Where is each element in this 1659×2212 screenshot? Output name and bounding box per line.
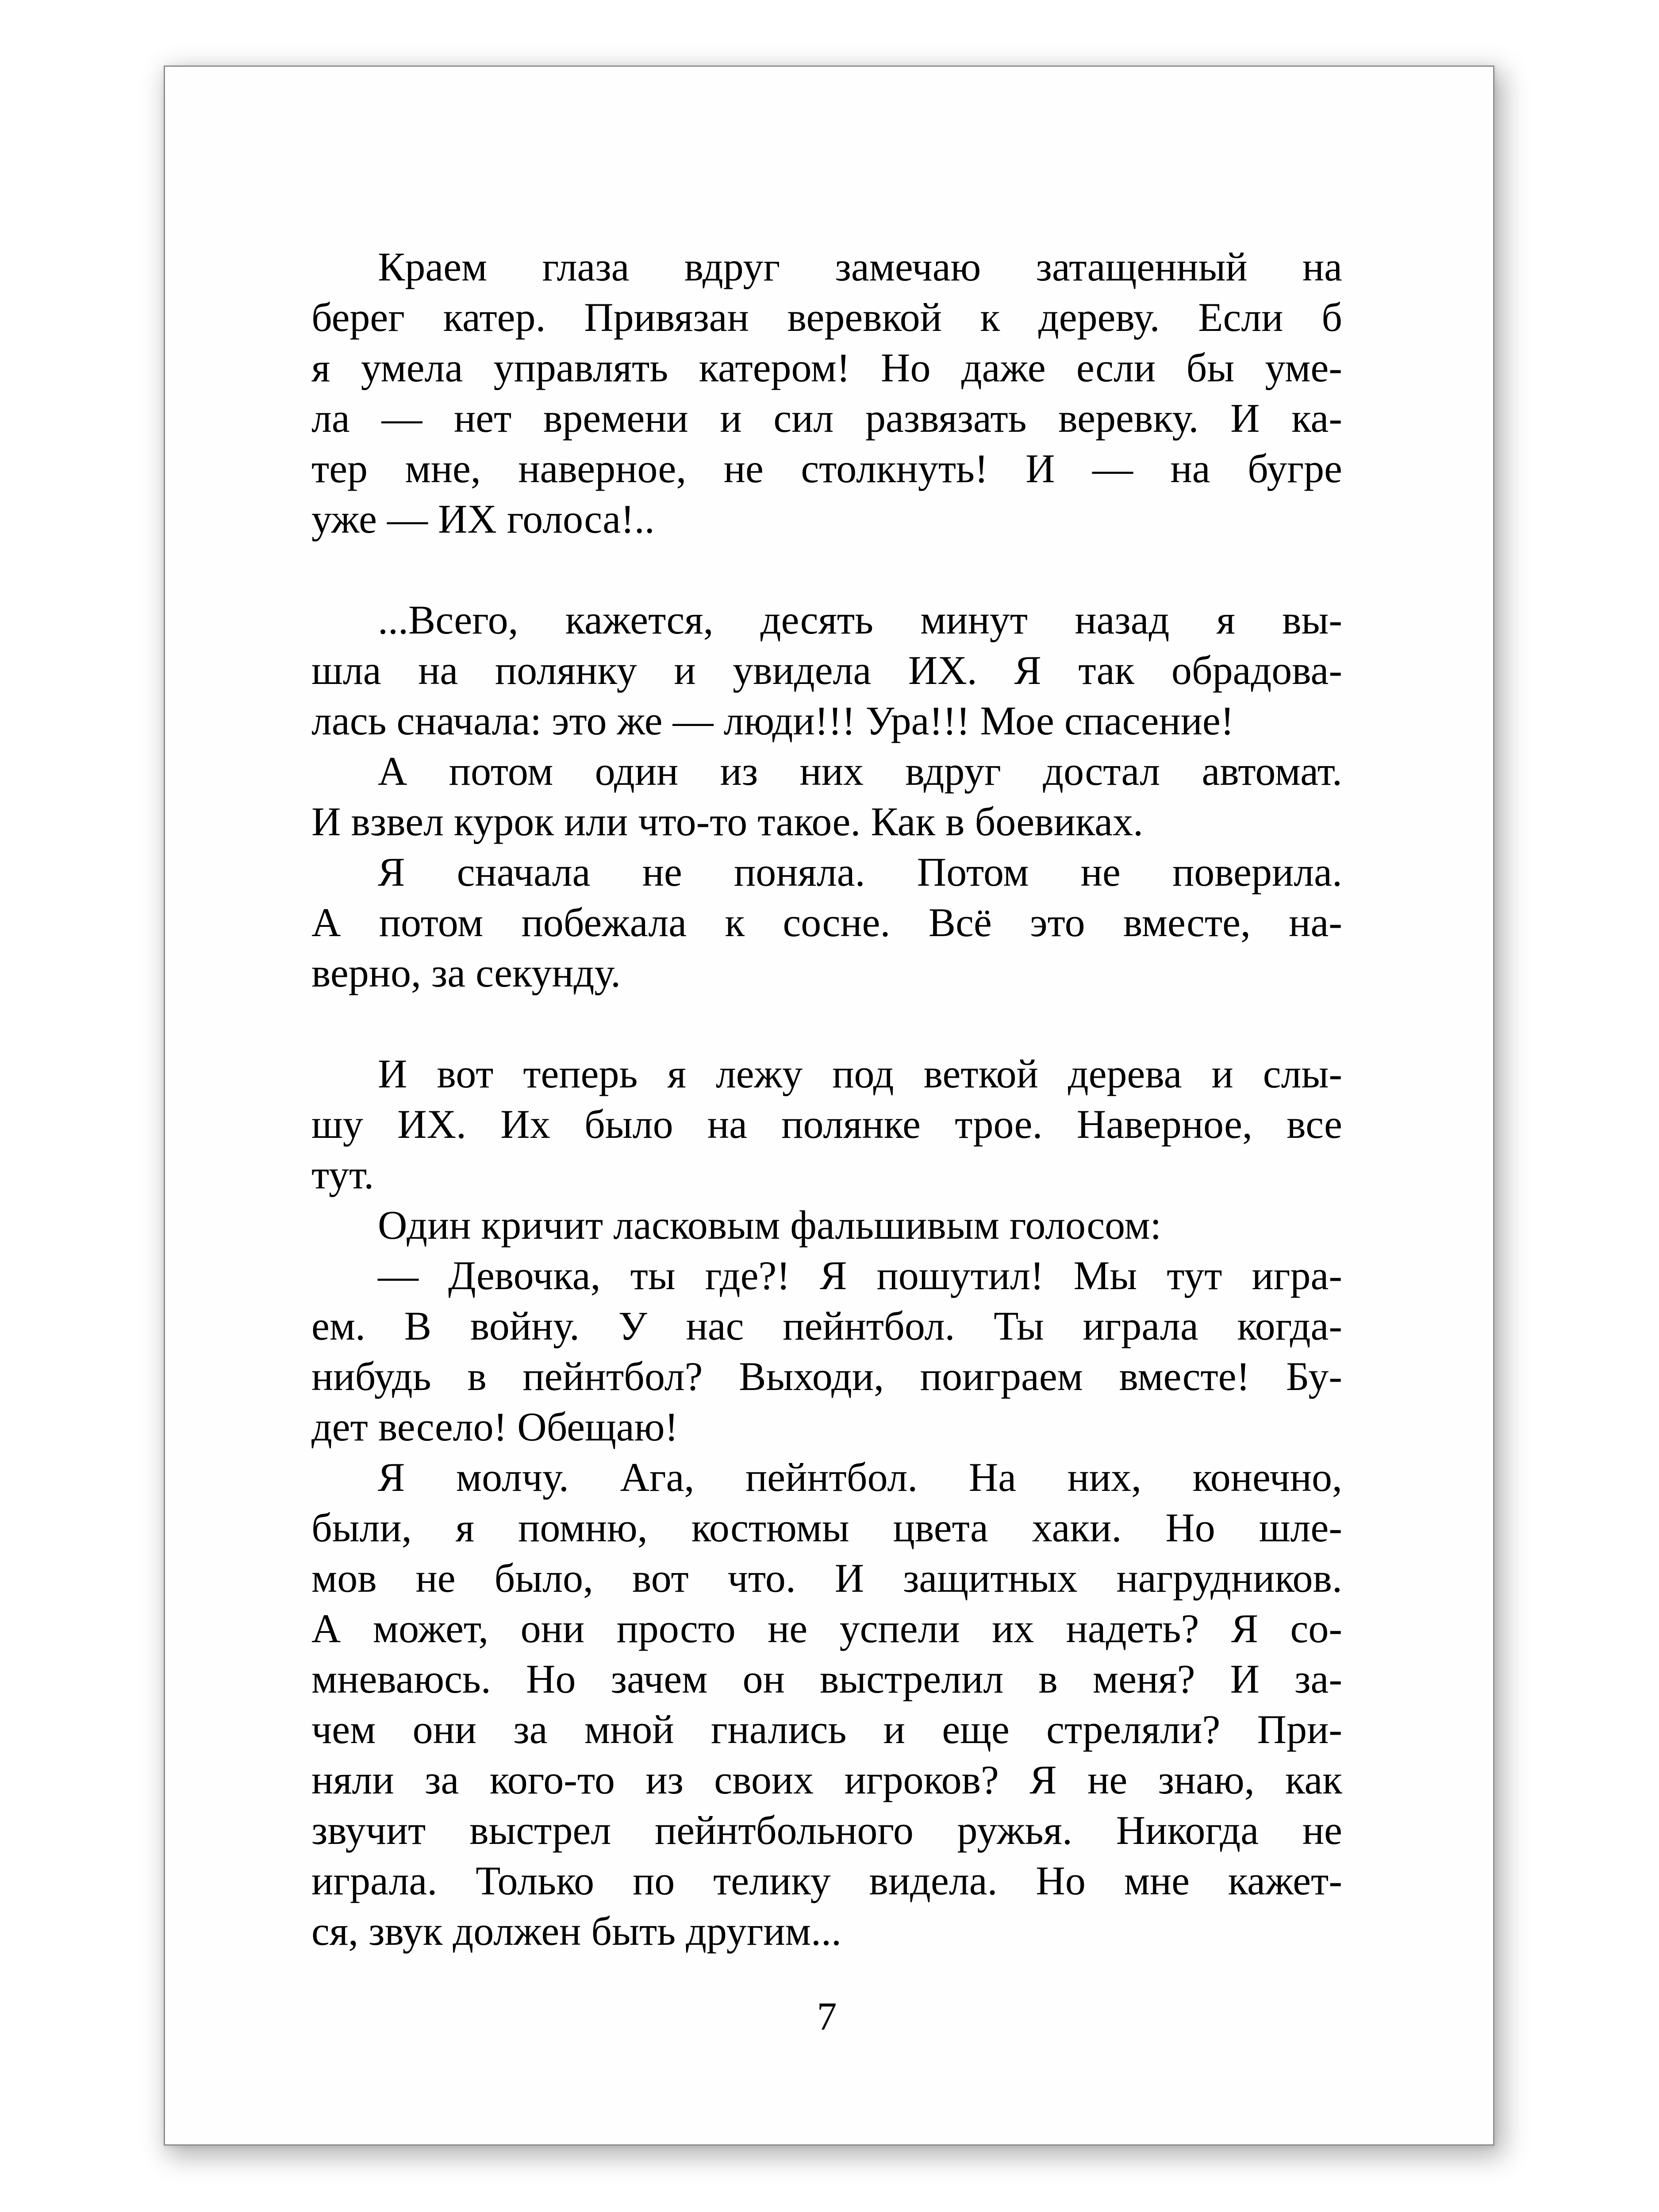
text-line: звучит выстрел пейнтбольного ружья. Никогда не <box>311 1808 1342 1853</box>
text-line: — Девочка, ты где?! Я пошутил! Мы тут игра- <box>378 1253 1342 1298</box>
text-line: берег катер. Привязан веревкой к дереву. Если б <box>311 295 1342 340</box>
text-section <box>311 242 1342 544</box>
text-line: Я сначала не поняла. Потом не поверила. <box>378 849 1342 895</box>
paragraph <box>311 595 1342 746</box>
text-line: А потом один из них вдруг достал автомат. <box>378 749 1342 794</box>
text-line: шла на полянку и увидела ИХ. Я так обрадова- <box>311 648 1342 693</box>
paragraph <box>311 242 1342 544</box>
text-line: чем они за мной гнались и еще стреляли? При- <box>311 1707 1342 1752</box>
text-line: уже — ИХ голоса!.. <box>311 496 655 541</box>
text-line: я умела управлять катером! Но даже если бы уме- <box>311 345 1342 390</box>
paragraph <box>311 1048 1342 1200</box>
text-line: ...Всего, кажется, десять минут назад я вы- <box>378 597 1342 642</box>
text-line: Краем глаза вдруг замечаю затащенный на <box>378 244 1342 289</box>
text-line: мневаюсь. Но зачем он выстрелил в меня? И за- <box>311 1656 1342 1701</box>
text-line: нибудь в пейнтбол? Выходи, поиграем вместе! Бу- <box>311 1354 1342 1399</box>
text-section <box>311 595 1342 998</box>
page-text <box>311 242 1342 1956</box>
text-line: А может, они просто не успели их надеть? Я со- <box>311 1606 1342 1651</box>
text-line: няли за кого-то из своих игроков? Я не знаю, как <box>311 1757 1342 1802</box>
book-page <box>164 65 1494 2146</box>
text-line: лась сначала: это же — люди!!! Ура!!! Мое спасение! <box>311 698 1234 743</box>
text-line: дет весело! Обещаю! <box>311 1404 679 1449</box>
paragraph <box>311 847 1342 998</box>
text-line: А потом побежала к сосне. Всё это вместе, на- <box>311 900 1342 945</box>
text-line: ся, звук должен быть другим... <box>311 1909 841 1954</box>
text-line: шу ИХ. Их было на полянке трое. Наверное, все <box>311 1102 1342 1147</box>
text-line: были, я помню, костюмы цвета хаки. Но шле- <box>311 1505 1342 1550</box>
text-line: тут. <box>311 1152 374 1197</box>
paragraph <box>311 1200 1342 1250</box>
page-number: 7 <box>817 1995 837 2039</box>
text-line: играла. Только по телику видела. Но мне кажет- <box>311 1858 1342 1903</box>
text-line: ла — нет времени и сил развязать веревку. И ка- <box>311 396 1342 441</box>
text-line: Один кричит ласковым фальшивым голосом: <box>378 1202 1162 1248</box>
text-line: ем. В войну. У нас пейнтбол. Ты играла когда- <box>311 1303 1342 1348</box>
text-line: верно, за секунду. <box>311 950 621 995</box>
text-line: тер мне, наверное, не столкнуть! И — на бугре <box>311 446 1342 491</box>
paragraph <box>311 1250 1342 1452</box>
text-line: И взвел курок или что-то такое. Как в боевиках. <box>311 799 1144 844</box>
page-content <box>165 67 1493 2144</box>
paragraph <box>311 746 1342 847</box>
text-line: мов не было, вот что. И защитных нагрудников. <box>311 1555 1342 1601</box>
text-section <box>311 1048 1342 1956</box>
text-line: И вот теперь я лежу под веткой дерева и слы- <box>378 1051 1342 1096</box>
text-line: Я молчу. Ага, пейнтбол. На них, конечно, <box>378 1455 1342 1500</box>
paragraph <box>311 1452 1342 1956</box>
